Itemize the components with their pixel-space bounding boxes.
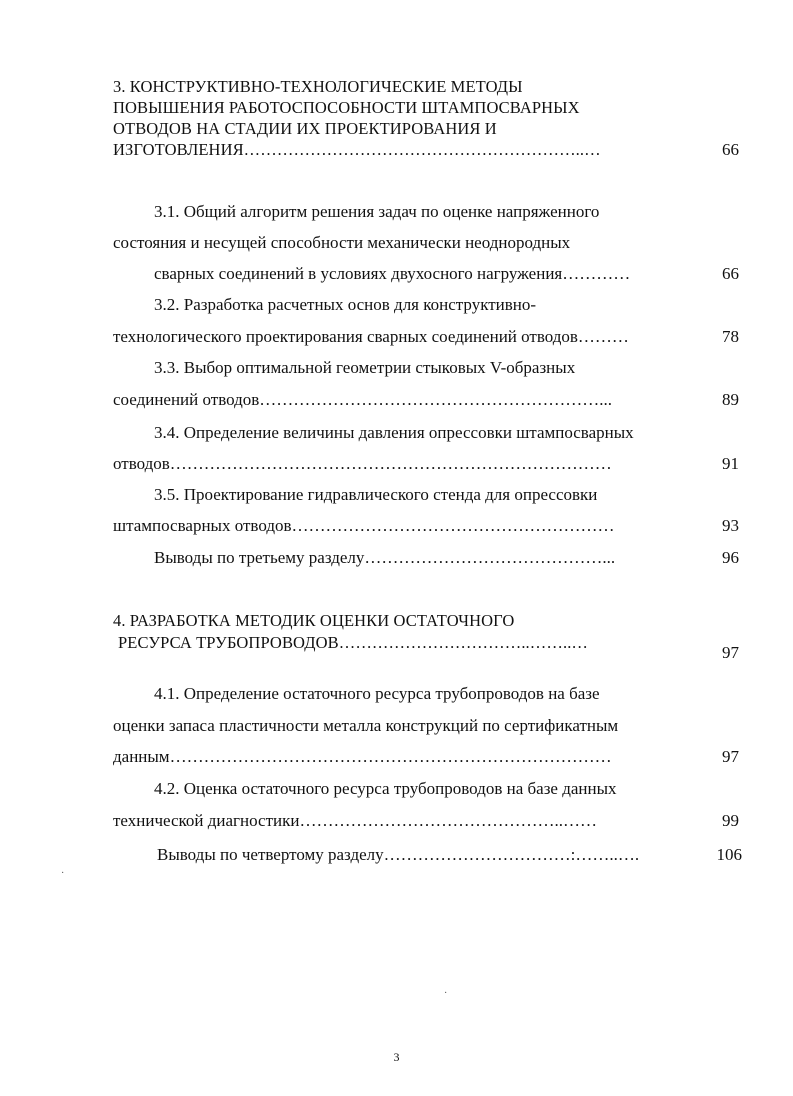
entry-3-conclusions: Выводы по третьему разделу……………………………………...	[154, 548, 616, 567]
entry-3-3-line-2: соединений отводов……………………………………………………...	[113, 390, 613, 409]
entry-3-2-line-1: 3.2. Разработка расчетных основ для конструктивно-	[154, 295, 537, 314]
scan-speck: ·	[444, 988, 448, 999]
section-3-title-line-4: ИЗГОТОВЛЕНИЯ……………………………………………………..…	[113, 140, 601, 159]
entry-3-4-line-2: отводов……………………………………………………………………	[113, 454, 612, 473]
entry-3-1-line-2: состояния и несущей способности механически неоднородных	[113, 233, 571, 252]
section-3-title-line-2: ПОВЫШЕНИЯ РАБОТОСПОСОБНОСТИ ШТАМПОСВАРНЫХ	[113, 98, 580, 117]
entry-3-conclusions-page: 96	[722, 548, 739, 567]
entry-3-2-line-2: технологического проектирования сварных соединений отводов………	[113, 327, 629, 346]
entry-4-2-line-1: 4.2. Оценка остаточного ресурса трубопроводов на базе данных	[154, 779, 617, 798]
entry-3-1-line-1: 3.1. Общий алгоритм решения задач по оценке напряженного	[154, 202, 600, 221]
entry-3-1-line-3: сварных соединений в условиях двухосного нагружения…………	[154, 264, 631, 283]
entry-3-2-page: 78	[722, 327, 739, 346]
entry-4-1-line-2: оценки запаса пластичности металла конструкций по сертификатным	[113, 716, 619, 735]
entry-3-4-line-1: 3.4. Определение величины давления опрессовки штампосварных	[154, 423, 634, 442]
section-4-title-line-1: 4. РАЗРАБОТКА МЕТОДИК ОЦЕНКИ ОСТАТОЧНОГО	[113, 611, 515, 630]
scan-speck: ·	[61, 868, 65, 879]
section-4-title-line-2: РЕСУРСА ТРУБОПРОВОДОВ……………………………..……..…	[118, 633, 589, 652]
entry-4-1-line-1: 4.1. Определение остаточного ресурса трубопроводов на базе	[154, 684, 600, 703]
entry-3-1-page: 66	[722, 264, 739, 283]
entry-3-5-line-2: штампосварных отводов…………………………………………………	[113, 516, 615, 535]
entry-4-conclusions-page: 106	[716, 845, 742, 864]
entry-4-2-page: 99	[722, 811, 739, 830]
entry-4-1-line-3: данным……………………………………………………………………	[113, 747, 612, 766]
entry-4-conclusions: Выводы по четвертому разделу……………………………:……..….	[157, 845, 640, 864]
section-3-page: 66	[722, 140, 739, 159]
entry-3-3-line-1: 3.3. Выбор оптимальной геометрии стыковых V-образных	[154, 358, 576, 377]
page-number: 3	[393, 1050, 400, 1064]
entry-4-1-page: 97	[722, 747, 739, 766]
section-3-title-line-1: 3. КОНСТРУКТИВНО-ТЕХНОЛОГИЧЕСКИЕ МЕТОДЫ	[113, 77, 523, 96]
entry-3-5-page: 93	[722, 516, 739, 535]
section-4-page: 97	[722, 643, 739, 662]
entry-3-3-page: 89	[722, 390, 739, 409]
entry-3-4-page: 91	[722, 454, 739, 473]
section-3-title-line-3: ОТВОДОВ НА СТАДИИ ИХ ПРОЕКТИРОВАНИЯ И	[113, 119, 497, 138]
entry-3-5-line-1: 3.5. Проектирование гидравлического стенда для опрессовки	[154, 485, 598, 504]
entry-4-2-line-2: технической диагностики………………………………………..……	[113, 811, 597, 830]
